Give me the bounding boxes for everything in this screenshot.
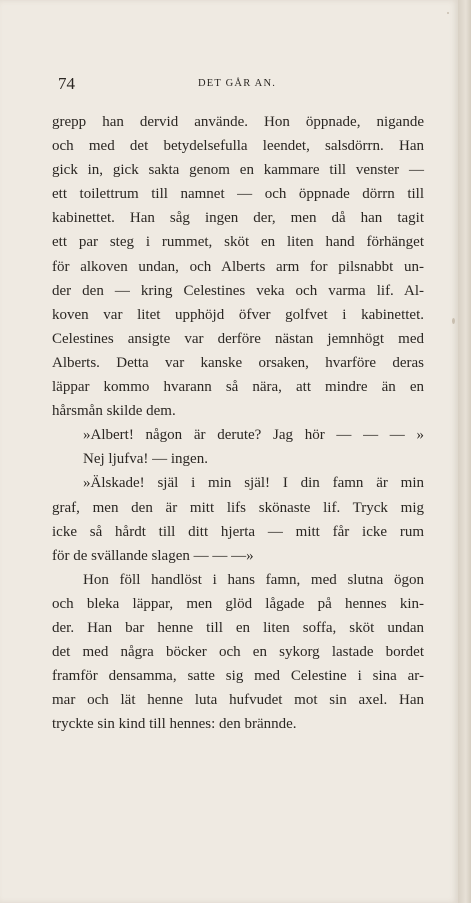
text-line: icke så hårdt till ditt hjerta — mitt får icke rum (52, 523, 424, 540)
text-line: och bleka läppar, men glöd lågade på hennes kin- (52, 595, 424, 612)
text-line: ett toilettrum till namnet — och öppnade dörrn till (52, 186, 424, 203)
text-line: framför densamma, satte sig med Celestine i sina ar- (52, 668, 424, 685)
body-text (52, 110, 424, 736)
text-line: gick in, gick sakta genom en kammare till venster — (52, 162, 424, 179)
text-line: och med det betydelsefulla leendet, salsdörrn. Han (52, 138, 424, 155)
text-line: der. Han bar henne till en liten soffa, sköt undan (52, 619, 424, 636)
text-line: kabinettet. Han såg ingen der, men då han tagit (52, 210, 424, 227)
text-line: grepp han dervid använde. Hon öppnade, nigande (52, 114, 424, 130)
page-edge (458, 0, 471, 903)
text-line: det med några böcker och en sykorg lastade bordet (52, 644, 424, 661)
text-line: mar och lät henne luta hufvudet mot sin axel. Han (52, 692, 424, 709)
text-line: Alberts. Detta var kanske orsaken, hvarföre deras (52, 354, 424, 371)
text-line: läppar kommo hvarann så nära, att mindre än en (52, 379, 424, 396)
text-line: för de svällande slagen — — —» (52, 547, 254, 564)
text-line: Hon föll handlöst i hans famn, med slutna ögon (83, 571, 424, 588)
page-number: 74 (58, 74, 75, 93)
text-line: »Albert! någon är derute? Jag hör — — — » (83, 427, 424, 444)
text-line: koven var litet upphöjd öfver golfvet i kabinettet. (52, 306, 424, 323)
text-line: ett par steg i rummet, sköt en liten hand förhänget (52, 234, 424, 251)
text-line: der den — kring Celestines veka och varma lif. Al- (52, 282, 424, 299)
text-line: för alkoven undan, och Alberts arm for pilsnabbt un- (52, 258, 424, 275)
text-line: tryckte sin kind till hennes: den brännde. (52, 716, 297, 733)
page-header (58, 74, 428, 94)
text-line: graf, men den är mitt lifs skönaste lif. Tryck mig (52, 499, 424, 516)
paper-speck (452, 318, 455, 324)
running-title: DET GÅR AN. (198, 78, 277, 89)
paper-speck (447, 12, 449, 14)
text-line: Nej ljufva! — ingen. (83, 451, 208, 468)
text-line: »Älskade! själ i min själ! I din famn är min (83, 475, 424, 492)
text-line: hårsmån skilde dem. (52, 403, 176, 420)
text-line: Celestines ansigte var derföre nästan jemnhögt med (52, 330, 424, 347)
